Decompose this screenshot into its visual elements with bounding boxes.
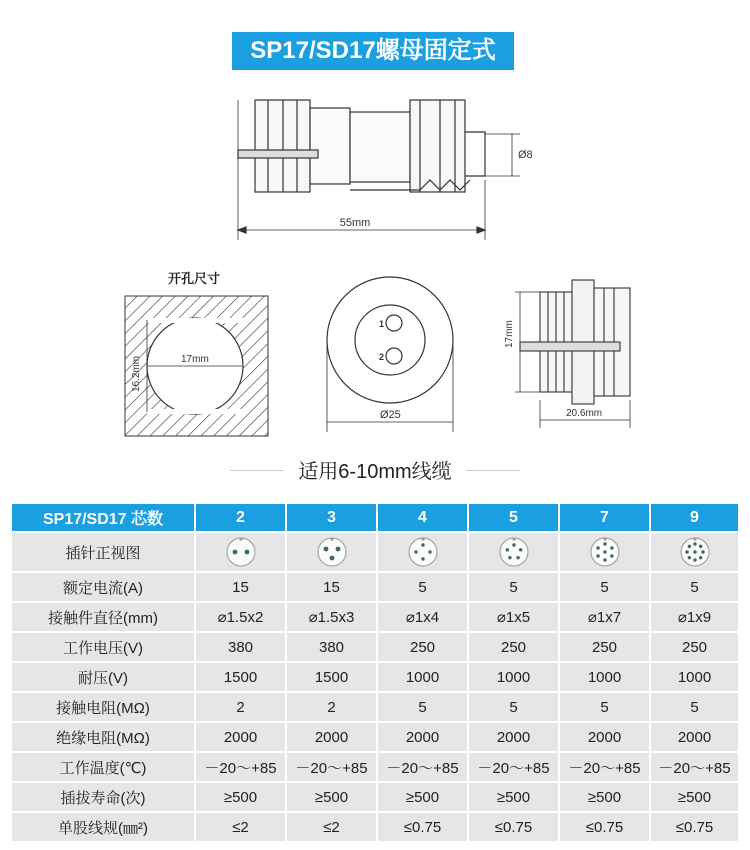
pin-dot — [687, 556, 690, 559]
table-row — [12, 783, 740, 811]
spec-table — [12, 502, 740, 843]
table-cell: －20～+85 — [469, 753, 560, 781]
pin-dot — [698, 556, 701, 559]
table-cell: ⌀1x5 — [469, 603, 560, 631]
table-row — [12, 723, 740, 751]
pin-dot — [610, 546, 613, 549]
table-cell: 5 — [560, 693, 651, 721]
pin-dot — [693, 550, 696, 553]
pin-dot — [693, 542, 696, 545]
table-cell: ≤0.75 — [469, 813, 560, 841]
pin-dot — [512, 543, 515, 546]
pin-dot — [518, 548, 521, 551]
table-cell: 5 — [560, 573, 651, 601]
pin-2-label: 2 — [379, 352, 385, 362]
table-cell: 5 — [378, 693, 469, 721]
table-cell: ⌀1x9 — [651, 603, 740, 631]
table-cell: 2000 — [196, 723, 287, 751]
table-cell: 250 — [560, 633, 651, 661]
table-cell: －20～+85 — [651, 753, 740, 781]
pin-dot — [428, 550, 431, 553]
header-cell: 7 — [560, 504, 651, 531]
pin-dot — [685, 550, 688, 553]
table-cell: 5 — [651, 573, 740, 601]
pin-dot — [698, 545, 701, 548]
pin-dot — [603, 542, 606, 545]
pin-dot — [596, 554, 599, 557]
pin-dot — [323, 547, 328, 552]
row-label: 单股线规(㎜²) — [12, 813, 196, 841]
pin-dot — [596, 546, 599, 549]
pin-dot — [414, 550, 417, 553]
table-cell: ⌀1.5x2 — [196, 603, 287, 631]
diameter-dimension: Ø8 — [518, 149, 533, 161]
cutout-width-label: 17mm — [181, 354, 209, 365]
pin-diagram — [196, 533, 287, 571]
header-cell: 2 — [196, 504, 287, 531]
table-cell: ⌀1x4 — [378, 603, 469, 631]
table-cell: ≥500 — [196, 783, 287, 811]
cutout-title: 开孔尺寸 — [168, 271, 221, 286]
pin-dot — [244, 550, 249, 555]
front-diameter-label: Ø25 — [380, 409, 401, 421]
header-cell: 9 — [651, 504, 740, 531]
connector-side-drawing — [238, 100, 520, 240]
table-cell: ≥500 — [651, 783, 740, 811]
table-cell: 2 — [196, 693, 287, 721]
table-cell: ≤0.75 — [651, 813, 740, 841]
pin-dot — [421, 557, 424, 560]
pin-dot — [508, 556, 511, 559]
table-cell: ⌀1.5x3 — [287, 603, 378, 631]
table-cell: 2000 — [469, 723, 560, 751]
header-cell: 3 — [287, 504, 378, 531]
table-cell: 2000 — [378, 723, 469, 751]
table-row — [12, 573, 740, 601]
page-title: SP17/SD17螺母固定式 — [232, 32, 514, 70]
pin-dot — [610, 554, 613, 557]
table-row — [12, 813, 740, 841]
table-row — [12, 533, 740, 571]
table-cell: －20～+85 — [196, 753, 287, 781]
table-cell: ≤2 — [196, 813, 287, 841]
pin-diagram — [287, 533, 378, 571]
pin-1-label: 1 — [379, 319, 385, 329]
pin-dot — [603, 550, 606, 553]
row-label: 耐压(V) — [12, 663, 196, 691]
table-cell: ≥500 — [469, 783, 560, 811]
table-cell: 2 — [287, 693, 378, 721]
pin-dot — [687, 545, 690, 548]
table-cell: 15 — [287, 573, 378, 601]
table-cell: 380 — [196, 633, 287, 661]
table-cell: 380 — [287, 633, 378, 661]
table-cell: －20～+85 — [287, 753, 378, 781]
pin-dot — [701, 550, 704, 553]
table-cell: ≥500 — [378, 783, 469, 811]
table-cell: 1000 — [469, 663, 560, 691]
row-label: 工作温度(℃) — [12, 753, 196, 781]
header-cell: 5 — [469, 504, 560, 531]
table-cell: 2000 — [560, 723, 651, 751]
pin-dot — [603, 558, 606, 561]
table-row — [12, 663, 740, 691]
pin-diagram — [378, 533, 469, 571]
table-row — [12, 633, 740, 661]
table-cell: 15 — [196, 573, 287, 601]
pin-dot — [693, 558, 696, 561]
pin-dot — [329, 556, 334, 561]
row-label: 插拔寿命(次) — [12, 783, 196, 811]
technical-drawings — [0, 80, 750, 450]
table-row — [12, 693, 740, 721]
row-label: 工作电压(V) — [12, 633, 196, 661]
table-cell: 1000 — [378, 663, 469, 691]
table-cell: 250 — [378, 633, 469, 661]
panel-cutout-drawing — [125, 296, 268, 436]
table-cell: 1000 — [651, 663, 740, 691]
table-cell: －20～+85 — [378, 753, 469, 781]
receptacle-side-drawing — [515, 280, 630, 428]
row-label: 绝缘电阻(MΩ) — [12, 723, 196, 751]
table-row — [12, 603, 740, 631]
table-cell: 250 — [651, 633, 740, 661]
cable-note: 适用6-10mm线缆 — [0, 455, 750, 484]
table-cell: 5 — [469, 693, 560, 721]
table-cell: ≤0.75 — [560, 813, 651, 841]
table-cell: －20～+85 — [560, 753, 651, 781]
pin-dot — [421, 543, 424, 546]
header-cell: 4 — [378, 504, 469, 531]
pin-diagram — [651, 533, 740, 571]
pin-dot — [505, 548, 508, 551]
pin-dot — [335, 547, 340, 552]
table-cell: 1500 — [287, 663, 378, 691]
table-cell: 5 — [378, 573, 469, 601]
side-height-label: 17mm — [504, 320, 515, 348]
row-label: 接触件直径(mm) — [12, 603, 196, 631]
side-width-label: 20.6mm — [566, 408, 603, 419]
table-row — [12, 753, 740, 781]
table-cell: 1500 — [196, 663, 287, 691]
table-cell: ≥500 — [560, 783, 651, 811]
row-label: 额定电流(A) — [12, 573, 196, 601]
table-cell: 1000 — [560, 663, 651, 691]
pin-dot — [516, 556, 519, 559]
pin-diagram — [560, 533, 651, 571]
table-header-row — [12, 504, 740, 531]
header-cell: SP17/SD17 芯数 — [12, 504, 196, 531]
table-cell: ≤0.75 — [378, 813, 469, 841]
row-label: 插针正视图 — [12, 533, 196, 571]
cutout-height-label: 16.2mm — [131, 355, 142, 392]
pin-dot — [232, 550, 237, 555]
table-cell: 2000 — [651, 723, 740, 751]
table-cell: 250 — [469, 633, 560, 661]
pin-diagram — [469, 533, 560, 571]
table-cell: 5 — [651, 693, 740, 721]
table-cell: ⌀1x7 — [560, 603, 651, 631]
row-label: 接触电阻(MΩ) — [12, 693, 196, 721]
table-cell: ≥500 — [287, 783, 378, 811]
table-cell: 2000 — [287, 723, 378, 751]
table-cell: 5 — [469, 573, 560, 601]
length-dimension: 55mm — [339, 217, 371, 229]
table-cell: ≤2 — [287, 813, 378, 841]
